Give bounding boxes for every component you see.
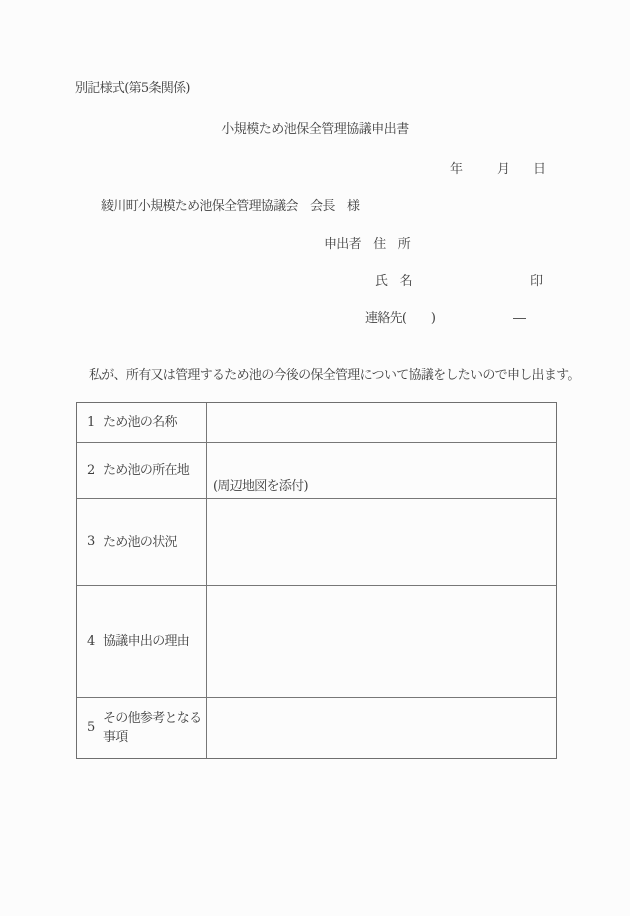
row-label: [103, 709, 201, 747]
row-value-cell: [207, 499, 556, 585]
contact-label: 連絡先( ): [365, 311, 436, 326]
date-year-label: 年: [450, 162, 463, 177]
date-month-label: 月: [497, 162, 510, 177]
contact-dash: ―: [513, 311, 526, 326]
row-number: 5: [87, 720, 95, 735]
map-attachment-note: (周辺地図を添付): [213, 479, 308, 494]
row-label-line2: 事項: [103, 730, 128, 745]
row-label-line1: その他参考となる: [103, 711, 202, 726]
seal-label: 印: [530, 274, 543, 289]
body-statement: 私が、所有又は管理するため池の今後の保全管理について協議をしたいので申し出ます。: [89, 368, 580, 383]
row-label: ため池の名称: [103, 415, 177, 430]
row-label: 協議申出の理由: [103, 634, 190, 649]
page-title: 小規模ため池保全管理協議申出書: [221, 122, 409, 137]
applicant-address-line: 申出者 住 所: [324, 237, 411, 252]
application-table: [76, 402, 557, 759]
row-number: 2: [87, 462, 95, 478]
table-row-pond-location: [77, 443, 556, 499]
table-row-other-reference: [77, 698, 556, 758]
row-label-cell: [77, 499, 207, 585]
addressee-line: 綾川町小規模ため池保全管理協議会 会長 様: [101, 199, 360, 214]
row-value-cell: [207, 698, 556, 758]
row-label-cell: [77, 443, 207, 498]
row-label: ため池の状況: [103, 534, 177, 550]
applicant-name-label: 氏 名: [375, 274, 412, 289]
row-label-cell: [77, 403, 207, 442]
row-number: 3: [87, 534, 95, 549]
row-value-cell: [207, 586, 556, 697]
row-label: ため池の所在地: [103, 463, 190, 478]
table-row-pond-condition: [77, 499, 556, 586]
date-day-label: 日: [533, 162, 546, 177]
row-number: 1: [87, 414, 95, 430]
table-row-pond-name: [77, 403, 556, 443]
row-label-cell: [77, 698, 207, 758]
row-number: 4: [87, 633, 95, 649]
row-value-cell: [207, 403, 556, 442]
form-notation: 別記様式(第5条関係): [75, 81, 190, 96]
row-label-cell: [77, 586, 207, 697]
row-value-cell: [207, 443, 556, 498]
table-row-application-reason: [77, 586, 556, 698]
